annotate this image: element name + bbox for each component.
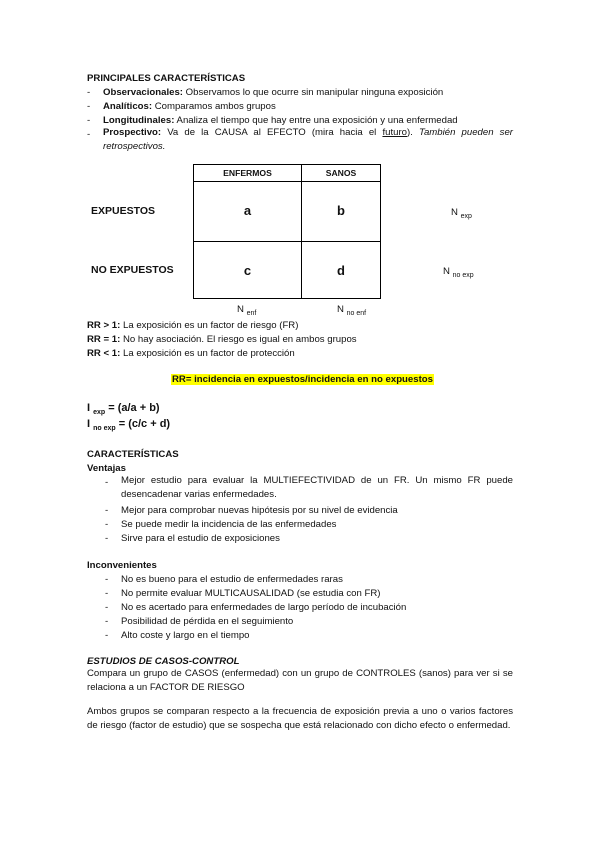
list-item bbox=[87, 101, 276, 112]
section-title: PRINCIPALES CARACTERÍSTICAS bbox=[87, 73, 246, 84]
incidence-formula bbox=[87, 402, 160, 414]
table-cell: a bbox=[243, 203, 252, 218]
list-dash: - bbox=[87, 101, 91, 112]
formula-sub: exp bbox=[93, 409, 106, 416]
list-item bbox=[87, 129, 90, 140]
col-header: SANOS bbox=[325, 168, 357, 178]
rr-line bbox=[87, 334, 357, 345]
list-item: Posibilidad de pérdida en el seguimiento bbox=[121, 616, 294, 627]
list-item bbox=[87, 115, 458, 126]
rr-text: La exposición es un factor de riesgo (FR) bbox=[120, 320, 299, 331]
col-total bbox=[337, 304, 366, 315]
section-title: CARACTERÍSTICAS bbox=[87, 449, 179, 460]
rr-term: RR > 1: bbox=[87, 320, 121, 331]
formula-main: I bbox=[87, 418, 91, 430]
list-item: No es bueno para el estudio de enfermedades raras bbox=[121, 574, 343, 585]
list-term: Analíticos: bbox=[103, 101, 153, 112]
table-cell: c bbox=[243, 263, 252, 278]
table-cell: d bbox=[337, 263, 345, 278]
list-dash: - bbox=[105, 519, 109, 530]
list-dash: - bbox=[105, 616, 109, 627]
list-item: Mejor estudio para evaluar la MULTIEFECTIVIDAD de un FR. Un mismo FR puede desencadenar varias enfermedades. bbox=[121, 475, 513, 500]
rr-term: RR = 1: bbox=[87, 334, 121, 345]
paragraph: Ambos grupos se comparan respecto a la frecuencia de exposición previa a uno o varios factores de riesgo (factor de estudio) que se sospecha que está relacionado con dicho efecto o enfermedad. bbox=[87, 706, 513, 731]
row-label: EXPUESTOS bbox=[91, 205, 155, 217]
list-dash: - bbox=[105, 477, 109, 488]
list-dash: - bbox=[105, 630, 109, 641]
rr-line bbox=[87, 348, 295, 359]
list-dash: - bbox=[87, 129, 91, 140]
total-sub: no enf bbox=[346, 310, 367, 317]
list-term: Prospectivo: bbox=[103, 127, 162, 138]
section-title: ESTUDIOS DE CASOS-CONTROL bbox=[87, 656, 240, 667]
list-dash: - bbox=[87, 115, 91, 126]
formula-expr: = (a/a + b) bbox=[105, 402, 160, 414]
row-total bbox=[451, 207, 472, 218]
list-item: Se puede medir la incidencia de las enfermedades bbox=[121, 519, 337, 530]
contingency-table bbox=[193, 164, 381, 299]
col-total bbox=[237, 304, 256, 315]
table-cell: b bbox=[337, 203, 345, 218]
total-main: N bbox=[337, 304, 344, 315]
formula-expr: = (c/c + d) bbox=[115, 418, 171, 430]
total-sub: enf bbox=[246, 310, 257, 317]
rr-term: RR < 1: bbox=[87, 348, 121, 359]
italic-note: También pueden ser retrospectivos. bbox=[103, 127, 513, 152]
list-text: ). bbox=[406, 127, 419, 138]
rr-line bbox=[87, 320, 298, 331]
list-item-prospectivo bbox=[103, 126, 513, 154]
list-item: Alto coste y largo en el tiempo bbox=[121, 630, 250, 641]
list-text: Va de la CAUSA al EFECTO (mira hacia el bbox=[161, 127, 383, 138]
total-sub: exp bbox=[460, 213, 472, 220]
list-item: No es acertado para enfermedades de largo período de incubación bbox=[121, 602, 407, 613]
list-item bbox=[87, 87, 444, 98]
list-term: Longitudinales: bbox=[103, 115, 175, 126]
total-sub: no exp bbox=[452, 272, 474, 279]
subsection-title: Inconvenientes bbox=[87, 560, 157, 571]
list-dash: - bbox=[87, 87, 91, 98]
underlined-word: futuro bbox=[382, 127, 407, 138]
rr-text: No hay asociación. El riesgo es igual en ambos grupos bbox=[120, 334, 357, 345]
paragraph: Compara un grupo de CASOS (enfermedad) con un grupo de CONTROLES (sanos) para ver si se relaciona a un FACTOR DE RIESGO bbox=[87, 668, 513, 693]
list-dash: - bbox=[105, 505, 109, 516]
formula-main: I bbox=[87, 402, 91, 414]
row-total bbox=[443, 266, 474, 277]
list-text: Analiza el tiempo que hay entre una exposición y una enfermedad bbox=[174, 115, 458, 126]
total-main: N bbox=[451, 207, 458, 218]
list-item: Sirve para el estudio de exposiciones bbox=[121, 533, 280, 544]
col-header: ENFERMOS bbox=[223, 168, 272, 178]
list-dash: - bbox=[105, 602, 109, 613]
incidence-formula bbox=[87, 418, 170, 430]
rr-text: La exposición es un factor de protección bbox=[120, 348, 295, 359]
list-term: Observacionales: bbox=[103, 87, 183, 98]
list-item: Mejor para comprobar nuevas hipótesis por su nivel de evidencia bbox=[121, 505, 398, 516]
total-main: N bbox=[237, 304, 244, 315]
total-main: N bbox=[443, 266, 450, 277]
list-dash: - bbox=[105, 533, 109, 544]
list-item: No permite evaluar MULTICAUSALIDAD (se estudia con FR) bbox=[121, 588, 381, 599]
list-dash: - bbox=[105, 588, 109, 599]
rr-formula: RR= incidencia en expuestos/incidencia en no expuestos bbox=[172, 374, 433, 385]
list-dash: - bbox=[105, 574, 109, 585]
formula-sub: no exp bbox=[93, 425, 116, 432]
list-text: Observamos lo que ocurre sin manipular ninguna exposición bbox=[183, 87, 444, 98]
list-text: Comparamos ambos grupos bbox=[152, 101, 276, 112]
subsection-title: Ventajas bbox=[87, 463, 126, 474]
row-label: NO EXPUESTOS bbox=[91, 264, 174, 276]
